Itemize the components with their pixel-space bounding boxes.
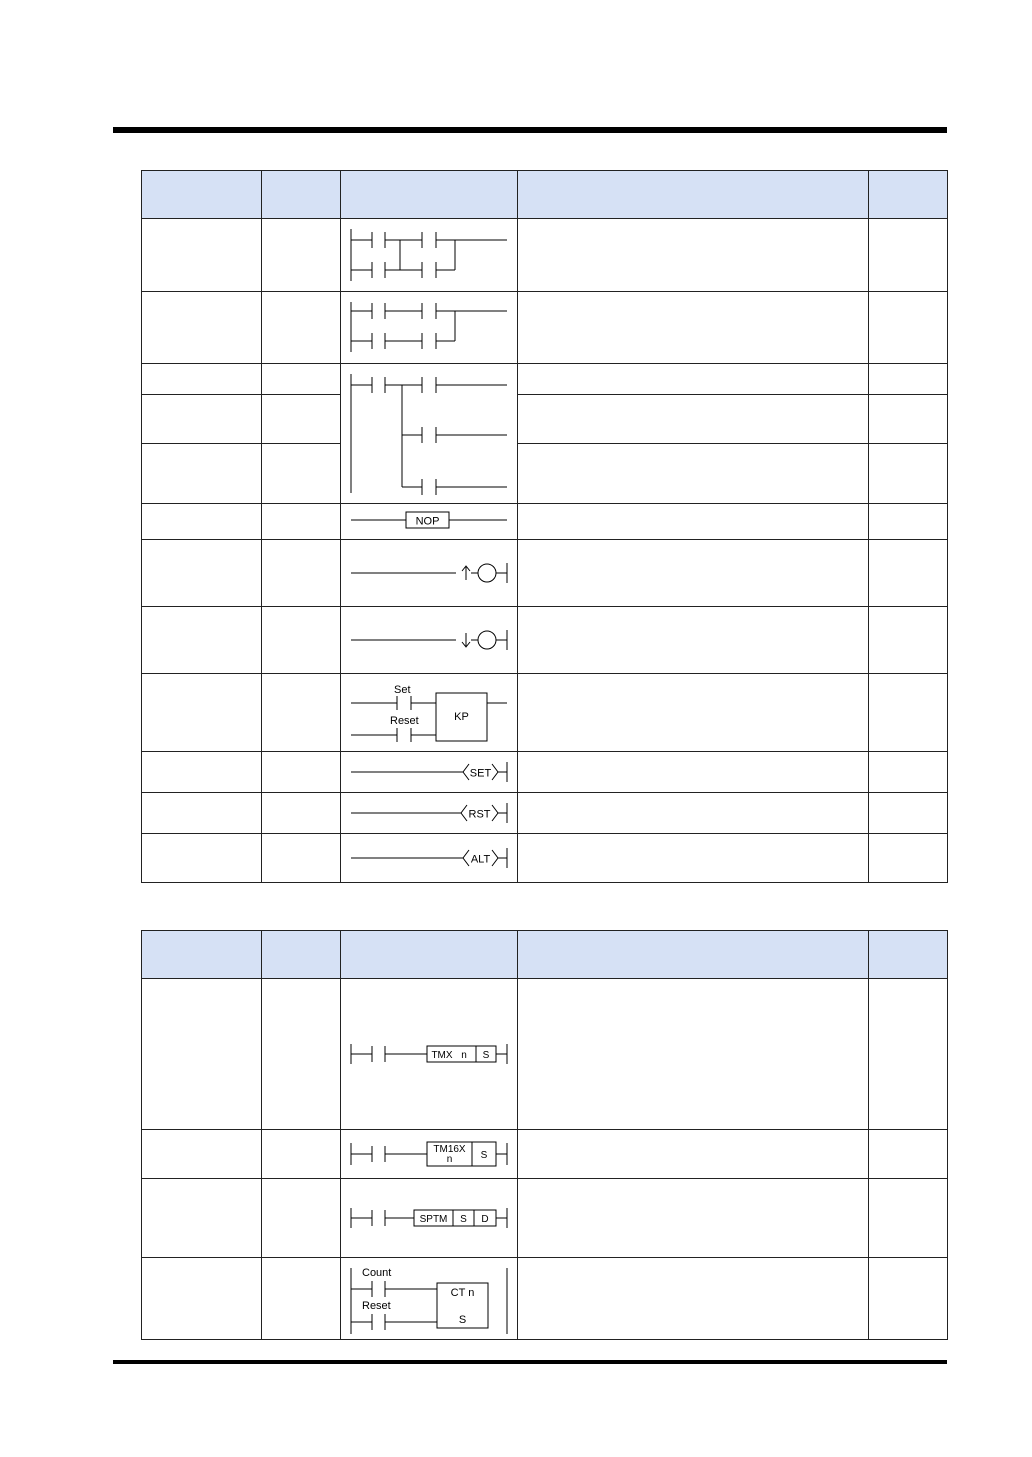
- table-row: [142, 752, 948, 793]
- header-rule: [113, 127, 947, 133]
- sptm-operand-s: S: [460, 1214, 467, 1225]
- nop-diagram: [341, 504, 518, 540]
- tm16x-operand-s: S: [480, 1150, 488, 1161]
- table-row: [142, 395, 948, 443]
- tm16x-operand-n: n: [446, 1154, 453, 1165]
- tm16x-label: TM16X: [433, 1144, 466, 1155]
- table-row: [142, 364, 948, 395]
- sptm-diagram: [341, 1179, 518, 1258]
- table-header-row: [142, 171, 948, 219]
- ct-count-label: Count: [362, 1267, 392, 1279]
- ct-reset-label: Reset: [362, 1300, 391, 1312]
- tmx-label: TMX: [431, 1050, 453, 1061]
- set-diagram: [341, 752, 518, 793]
- table-row: [142, 674, 948, 752]
- table-row: [142, 504, 948, 540]
- ladder-diagram-ors: [341, 292, 518, 364]
- ct-label: CT n: [450, 1287, 475, 1299]
- header-cell-1: [142, 171, 262, 219]
- ct-diagram: [341, 1258, 518, 1340]
- kp-reset-label: Reset: [390, 715, 419, 727]
- ladder-diagram-or-block: [341, 219, 518, 292]
- kp-diagram: [341, 674, 518, 752]
- tmx-operand-s: S: [482, 1050, 490, 1061]
- table-row: [142, 793, 948, 834]
- table-row: [142, 540, 948, 607]
- kp-set-label: Set: [394, 684, 411, 696]
- tm16x-diagram: [341, 1130, 518, 1179]
- header-cell-5: [869, 171, 948, 219]
- alt-label: ALT: [470, 853, 491, 866]
- table-row: [142, 292, 948, 364]
- nop-label: NOP: [415, 515, 440, 528]
- table-row: [142, 834, 948, 883]
- sptm-operand-d: D: [481, 1214, 489, 1225]
- kp-label: KP: [454, 711, 469, 723]
- table-row: [142, 219, 948, 292]
- header-cell-4: [518, 931, 869, 979]
- table-header-row: [142, 931, 948, 979]
- ladder-diagram-stack: [341, 364, 518, 504]
- table-row: [142, 1258, 948, 1340]
- header-cell-3: [341, 931, 518, 979]
- footer-rule: [113, 1360, 947, 1364]
- falling-edge-diagram: [341, 607, 518, 674]
- table-row: [142, 607, 948, 674]
- table-row: [142, 1130, 948, 1179]
- header-cell-3: [341, 171, 518, 219]
- instruction-table-2: [141, 930, 948, 1340]
- ct-operand-s: S: [458, 1314, 467, 1326]
- table-row: [142, 979, 948, 1130]
- rising-edge-diagram: [341, 540, 518, 607]
- sptm-label: SPTM: [419, 1214, 448, 1225]
- set-label: SET: [469, 767, 492, 780]
- header-cell-5: [869, 931, 948, 979]
- tmx-diagram: [341, 979, 518, 1130]
- table-row: [142, 1179, 948, 1258]
- rst-diagram: [341, 793, 518, 834]
- header-cell-2: [262, 931, 341, 979]
- header-cell-2: [262, 171, 341, 219]
- rst-label: RST: [468, 808, 491, 821]
- header-cell-1: [142, 931, 262, 979]
- tmx-operand-n: n: [461, 1050, 467, 1061]
- instruction-table-1: [141, 170, 948, 883]
- alt-diagram: [341, 834, 518, 883]
- header-cell-4: [518, 171, 869, 219]
- table-row: [142, 443, 948, 503]
